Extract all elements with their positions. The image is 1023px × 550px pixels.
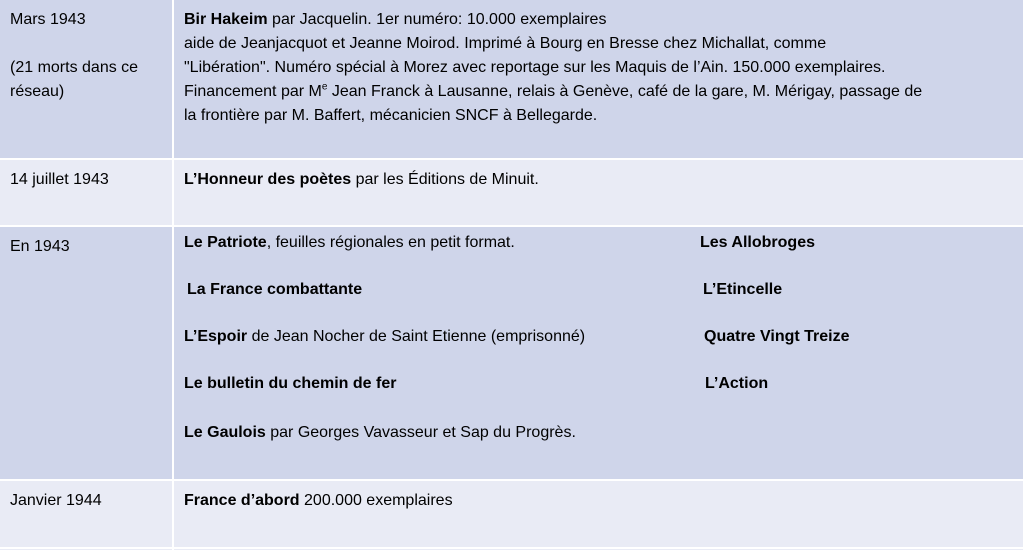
content-cell xyxy=(174,227,1023,479)
date-text: 14 juillet 1943 xyxy=(10,171,109,188)
date-cell xyxy=(0,481,172,550)
publication-title: La France combattante xyxy=(187,281,363,298)
publication-title-right: Quatre Vingt Treize xyxy=(704,328,850,345)
date-cell xyxy=(0,227,172,479)
content-line: Financement par M xyxy=(184,83,322,100)
publication-title: L’Honneur des poètes xyxy=(184,171,352,188)
table-row xyxy=(0,160,1023,225)
content-line: aide de Jeanjacquot et Jeanne Moirod. Imprimé à Bourg en Bresse chez Michallat, comme xyxy=(184,35,827,52)
superscript: e xyxy=(321,81,328,93)
content-text: 200.000 exemplaires xyxy=(299,492,453,509)
publication-title: Bir Hakeim xyxy=(184,11,268,28)
publication-title: L’Espoir xyxy=(184,328,248,345)
publication-title: Le bulletin du chemin de fer xyxy=(184,375,397,392)
table-row xyxy=(0,0,1023,158)
publication-desc: de Jean Nocher de Saint Etienne (emprisonné) xyxy=(247,328,586,345)
table-row xyxy=(0,227,1023,479)
publication-title-right: L’Action xyxy=(705,375,769,392)
date-cell xyxy=(0,0,172,158)
content-cell xyxy=(174,0,1023,158)
date-text: Janvier 1944 xyxy=(10,492,102,509)
content-text: par les Éditions de Minuit. xyxy=(351,171,539,188)
publication-title-right: L’Etincelle xyxy=(703,281,783,298)
date-cell xyxy=(0,160,172,225)
publication-desc: par Georges Vavasseur et Sap du Progrès. xyxy=(265,424,576,441)
date-text: En 1943 xyxy=(10,238,70,255)
content-line: la frontière par M. Baffert, mécanicien SNCF à Bellegarde. xyxy=(184,107,598,124)
date-note: (21 morts dans ce réseau) xyxy=(10,59,139,100)
publication-desc: , feuilles régionales en petit format. xyxy=(266,234,515,251)
table-row xyxy=(0,481,1023,550)
content-cell xyxy=(174,481,1023,550)
content-line: Jean Franck à Lausanne, relais à Genève, café de la gare, M. Mérigay, passage de xyxy=(327,83,923,100)
publication-title: Le Patriote xyxy=(184,234,267,251)
row-divider xyxy=(0,547,1023,549)
content-cell xyxy=(174,160,1023,225)
publication-title: France d’abord xyxy=(184,492,300,509)
content-line: "Libération". Numéro spécial à Morez avec reportage sur les Maquis de l’Ain. 150.000 exemplaires. xyxy=(184,59,886,76)
publication-title-right: Les Allobroges xyxy=(700,234,815,251)
publication-title: Le Gaulois xyxy=(184,424,266,441)
content-line: par Jacquelin. 1er numéro: 10.000 exemplaires xyxy=(267,11,607,28)
date-text: Mars 1943 xyxy=(10,11,86,28)
